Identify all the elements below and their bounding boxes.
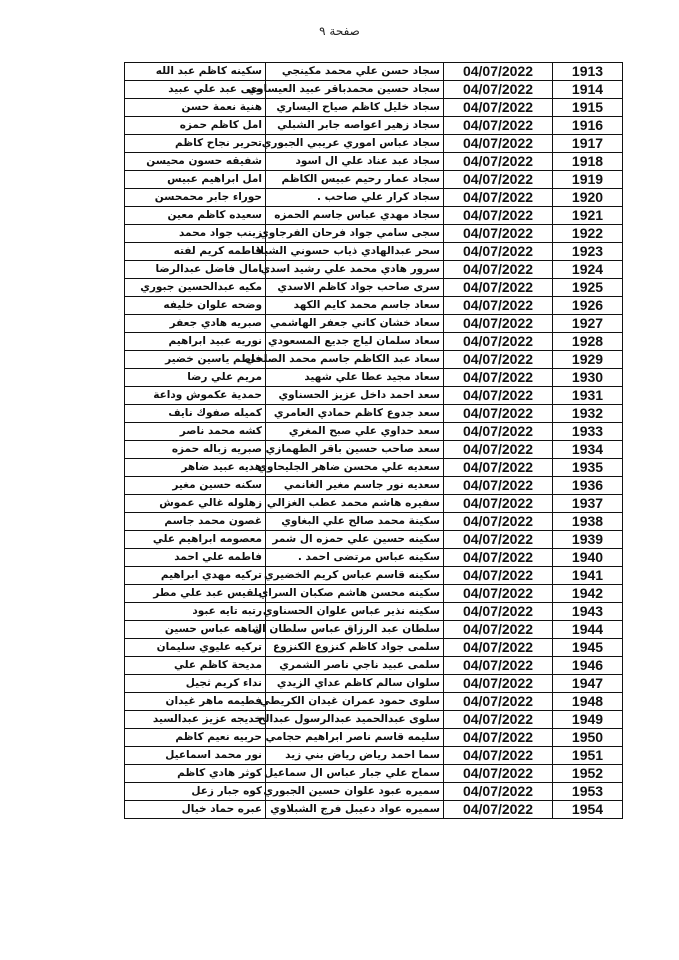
- full-name-cell: سميره عواد دعيبل فرج الشبلاوي: [266, 801, 444, 819]
- date-cell: 04/07/2022: [444, 639, 553, 657]
- full-name-cell: سعاد سلمان لياج جديع المسعودي: [266, 333, 444, 351]
- table-row: [125, 243, 623, 261]
- table-row: [125, 675, 623, 693]
- mother-name-cell: هديه عبيد ضاهر: [125, 459, 266, 477]
- date-cell: 04/07/2022: [444, 765, 553, 783]
- table-row: [125, 441, 623, 459]
- date-cell: 04/07/2022: [444, 747, 553, 765]
- mother-name-cell: خديجه عزيز عبدالسيد: [125, 711, 266, 729]
- table-row: [125, 657, 623, 675]
- serial-number-cell: 1915: [553, 99, 623, 117]
- table-row: [125, 63, 623, 81]
- date-cell: 04/07/2022: [444, 315, 553, 333]
- serial-number-cell: 1924: [553, 261, 623, 279]
- mother-name-cell: صبريه زباله حمزه: [125, 441, 266, 459]
- date-cell: 04/07/2022: [444, 261, 553, 279]
- table-row: [125, 225, 623, 243]
- date-cell: 04/07/2022: [444, 441, 553, 459]
- mother-name-cell: تركيه مهدي ابراهيم: [125, 567, 266, 585]
- date-cell: 04/07/2022: [444, 585, 553, 603]
- table-row: [125, 297, 623, 315]
- date-cell: 04/07/2022: [444, 117, 553, 135]
- mother-name-cell: عبره حماد خيال: [125, 801, 266, 819]
- full-name-cell: سرى صاحب جواد كاظم الاسدي: [266, 279, 444, 297]
- table-row: [125, 279, 623, 297]
- table-row: [125, 99, 623, 117]
- table-row: [125, 261, 623, 279]
- date-cell: 04/07/2022: [444, 567, 553, 585]
- date-cell: 04/07/2022: [444, 801, 553, 819]
- table-row: [125, 765, 623, 783]
- mother-name-cell: امال فاضل عبدالرضا: [125, 261, 266, 279]
- full-name-cell: سجاد مهدي عباس جاسم الحمزه: [266, 207, 444, 225]
- date-cell: 04/07/2022: [444, 459, 553, 477]
- table-row: [125, 135, 623, 153]
- mother-name-cell: شفيقه حسون محيسن: [125, 153, 266, 171]
- table-row: [125, 621, 623, 639]
- mother-name-cell: مكيه عبدالحسين جبوري: [125, 279, 266, 297]
- serial-number-cell: 1951: [553, 747, 623, 765]
- full-name-cell: سجاد حسين محمدباقر عبيد العيساوي: [266, 81, 444, 99]
- full-name-cell: سعد حداوي علي صبح المغري: [266, 423, 444, 441]
- serial-number-cell: 1941: [553, 567, 623, 585]
- date-cell: 04/07/2022: [444, 693, 553, 711]
- date-cell: 04/07/2022: [444, 657, 553, 675]
- mother-name-cell: هنية نعمة حسن: [125, 99, 266, 117]
- serial-number-cell: 1913: [553, 63, 623, 81]
- mother-name-cell: فطيمه ماهر غيدان: [125, 693, 266, 711]
- table-row: [125, 801, 623, 819]
- serial-number-cell: 1921: [553, 207, 623, 225]
- table-row: [125, 171, 623, 189]
- full-name-cell: سجاد عباس اموري عريبي الجبوري: [266, 135, 444, 153]
- serial-number-cell: 1918: [553, 153, 623, 171]
- full-name-cell: سجاد عمار رحيم عبيس الكاظم: [266, 171, 444, 189]
- table-row: [125, 513, 623, 531]
- mother-name-cell: مريم علي رضا: [125, 369, 266, 387]
- full-name-cell: سكينه حسين علي حمزه ال شمر: [266, 531, 444, 549]
- table-row: [125, 405, 623, 423]
- serial-number-cell: 1936: [553, 477, 623, 495]
- full-name-cell: سحر عبدالهادي ذياب حسوني الشبلا: [266, 243, 444, 261]
- full-name-cell: سكينه عباس مرتضى احمد .: [266, 549, 444, 567]
- full-name-cell: سجاد عبد عناد علي ال اسود: [266, 153, 444, 171]
- full-name-cell: سرور هادي محمد علي رشيد اسدي: [266, 261, 444, 279]
- serial-number-cell: 1914: [553, 81, 623, 99]
- serial-number-cell: 1926: [553, 297, 623, 315]
- serial-number-cell: 1930: [553, 369, 623, 387]
- table-row: [125, 81, 623, 99]
- mother-name-cell: كميله صفوك نايف: [125, 405, 266, 423]
- date-cell: 04/07/2022: [444, 711, 553, 729]
- serial-number-cell: 1938: [553, 513, 623, 531]
- serial-number-cell: 1942: [553, 585, 623, 603]
- date-cell: 04/07/2022: [444, 171, 553, 189]
- date-cell: 04/07/2022: [444, 783, 553, 801]
- serial-number-cell: 1943: [553, 603, 623, 621]
- date-cell: 04/07/2022: [444, 369, 553, 387]
- date-cell: 04/07/2022: [444, 99, 553, 117]
- full-name-cell: سما احمد رياض رياض بني زيد: [266, 747, 444, 765]
- date-cell: 04/07/2022: [444, 189, 553, 207]
- mother-name-cell: فاطمه علي احمد: [125, 549, 266, 567]
- full-name-cell: سميره عبود علوان حسين الجبوري: [266, 783, 444, 801]
- table-row: [125, 315, 623, 333]
- full-name-cell: سجاد زهير اعواصه جابر الشبلي: [266, 117, 444, 135]
- table-row: [125, 693, 623, 711]
- serial-number-cell: 1928: [553, 333, 623, 351]
- date-cell: 04/07/2022: [444, 513, 553, 531]
- serial-number-cell: 1947: [553, 675, 623, 693]
- mother-name-cell: نداء كريم ثجيل: [125, 675, 266, 693]
- serial-number-cell: 1917: [553, 135, 623, 153]
- date-cell: 04/07/2022: [444, 297, 553, 315]
- serial-number-cell: 1931: [553, 387, 623, 405]
- table-row: [125, 729, 623, 747]
- full-name-cell: سلوان سالم كاظم عداي الزيدي: [266, 675, 444, 693]
- serial-number-cell: 1925: [553, 279, 623, 297]
- date-cell: 04/07/2022: [444, 549, 553, 567]
- date-cell: 04/07/2022: [444, 63, 553, 81]
- full-name-cell: سعد جدوع كاظم حمادي العامري: [266, 405, 444, 423]
- date-cell: 04/07/2022: [444, 243, 553, 261]
- serial-number-cell: 1922: [553, 225, 623, 243]
- date-cell: 04/07/2022: [444, 81, 553, 99]
- full-name-cell: سعد صاحب حسين باقر الطهمازي: [266, 441, 444, 459]
- full-name-cell: سعاد جاسم محمد كايم الكهد: [266, 297, 444, 315]
- mother-name-cell: زهلوله غالي عموش: [125, 495, 266, 513]
- records-table: [124, 62, 623, 819]
- serial-number-cell: 1946: [553, 657, 623, 675]
- date-cell: 04/07/2022: [444, 333, 553, 351]
- records-table-container: [124, 62, 622, 819]
- serial-number-cell: 1939: [553, 531, 623, 549]
- mother-name-cell: وضحه علوان خليفه: [125, 297, 266, 315]
- full-name-cell: سعديه علي محسن ضاهر الجليحاوي: [266, 459, 444, 477]
- table-row: [125, 423, 623, 441]
- table-row: [125, 639, 623, 657]
- serial-number-cell: 1934: [553, 441, 623, 459]
- full-name-cell: سعاد مجيد عطا علي شهيد: [266, 369, 444, 387]
- table-row: [125, 369, 623, 387]
- mother-name-cell: حوراء جابر محمحسن: [125, 189, 266, 207]
- date-cell: 04/07/2022: [444, 279, 553, 297]
- mother-name-cell: منى عبد علي عبيد: [125, 81, 266, 99]
- serial-number-cell: 1954: [553, 801, 623, 819]
- serial-number-cell: 1944: [553, 621, 623, 639]
- mother-name-cell: نوريه عبيد ابراهيم: [125, 333, 266, 351]
- full-name-cell: سكينه محسن هاشم صكبان السراي: [266, 585, 444, 603]
- mother-name-cell: مديحة كاظم علي: [125, 657, 266, 675]
- full-name-cell: سكينة محمد صالح علي البغاوي: [266, 513, 444, 531]
- serial-number-cell: 1940: [553, 549, 623, 567]
- table-row: [125, 585, 623, 603]
- date-cell: 04/07/2022: [444, 351, 553, 369]
- mother-name-cell: فاطمه كريم لفته: [125, 243, 266, 261]
- table-row: [125, 531, 623, 549]
- table-row: [125, 459, 623, 477]
- page-number: صفحة ٩: [319, 24, 360, 38]
- date-cell: 04/07/2022: [444, 135, 553, 153]
- mother-name-cell: امل ابراهيم عبيس: [125, 171, 266, 189]
- full-name-cell: سكينه قاسم عباس كريم الخضيري: [266, 567, 444, 585]
- full-name-cell: سكينه نذير عباس علوان الحسناوي: [266, 603, 444, 621]
- date-cell: 04/07/2022: [444, 531, 553, 549]
- full-name-cell: سلطان عبد الرزاق عباس سلطان ال: [266, 621, 444, 639]
- date-cell: 04/07/2022: [444, 207, 553, 225]
- mother-name-cell: تركيه عليوي سليمان: [125, 639, 266, 657]
- serial-number-cell: 1937: [553, 495, 623, 513]
- mother-name-cell: زينب جواد محمد: [125, 225, 266, 243]
- date-cell: 04/07/2022: [444, 675, 553, 693]
- full-name-cell: سلوى عبدالحميد عبدالرسول عبدالح: [266, 711, 444, 729]
- date-cell: 04/07/2022: [444, 477, 553, 495]
- serial-number-cell: 1929: [553, 351, 623, 369]
- full-name-cell: سعاد خشان كاني جعفر الهاشمي: [266, 315, 444, 333]
- mother-name-cell: معصومه ابراهيم علي: [125, 531, 266, 549]
- mother-name-cell: حمدية عكموش وداعة: [125, 387, 266, 405]
- date-cell: 04/07/2022: [444, 423, 553, 441]
- table-row: [125, 603, 623, 621]
- serial-number-cell: 1919: [553, 171, 623, 189]
- date-cell: 04/07/2022: [444, 153, 553, 171]
- full-name-cell: سلمى جواد كاظم كنزوع الكنزوع: [266, 639, 444, 657]
- serial-number-cell: 1945: [553, 639, 623, 657]
- serial-number-cell: 1952: [553, 765, 623, 783]
- mother-name-cell: شاهه عباس حسين: [125, 621, 266, 639]
- table-row: [125, 747, 623, 765]
- full-name-cell: سجاد كرار علي صاحب .: [266, 189, 444, 207]
- table-row: [125, 333, 623, 351]
- mother-name-cell: امل كاظم حمزه: [125, 117, 266, 135]
- full-name-cell: سلمى عبيد ناجي ناصر الشمري: [266, 657, 444, 675]
- serial-number-cell: 1916: [553, 117, 623, 135]
- table-row: [125, 711, 623, 729]
- full-name-cell: سليمه قاسم ناصر ابراهيم حجامي: [266, 729, 444, 747]
- full-name-cell: سعد احمد داخل عزيز الحسناوي: [266, 387, 444, 405]
- serial-number-cell: 1935: [553, 459, 623, 477]
- table-row: [125, 153, 623, 171]
- table-row: [125, 477, 623, 495]
- table-row: [125, 207, 623, 225]
- date-cell: 04/07/2022: [444, 387, 553, 405]
- mother-name-cell: بلقيس عبد علي مطر: [125, 585, 266, 603]
- full-name-cell: سلوى حمود عمران غيدان الكريطي: [266, 693, 444, 711]
- mother-name-cell: تحرير نجاح كاظم: [125, 135, 266, 153]
- serial-number-cell: 1932: [553, 405, 623, 423]
- serial-number-cell: 1933: [553, 423, 623, 441]
- date-cell: 04/07/2022: [444, 405, 553, 423]
- serial-number-cell: 1920: [553, 189, 623, 207]
- mother-name-cell: سعيده كاظم معين: [125, 207, 266, 225]
- serial-number-cell: 1948: [553, 693, 623, 711]
- table-row: [125, 549, 623, 567]
- full-name-cell: سجاد حسن علي محمد مكينجي: [266, 63, 444, 81]
- full-name-cell: سفيره هاشم محمد عطب الغزالي: [266, 495, 444, 513]
- table-row: [125, 567, 623, 585]
- serial-number-cell: 1950: [553, 729, 623, 747]
- mother-name-cell: غصون محمد جاسم: [125, 513, 266, 531]
- date-cell: 04/07/2022: [444, 621, 553, 639]
- table-row: [125, 351, 623, 369]
- full-name-cell: سماح علي جبار عباس ال سماعيل: [266, 765, 444, 783]
- serial-number-cell: 1927: [553, 315, 623, 333]
- mother-name-cell: كوثر هادي كاظم: [125, 765, 266, 783]
- table-row: [125, 189, 623, 207]
- table-row: [125, 117, 623, 135]
- serial-number-cell: 1953: [553, 783, 623, 801]
- records-table-body: [125, 63, 623, 819]
- full-name-cell: سجى سامي جواد فرحان الفرجاوي: [266, 225, 444, 243]
- serial-number-cell: 1949: [553, 711, 623, 729]
- full-name-cell: سعديه نور جاسم مغير الغانمي: [266, 477, 444, 495]
- date-cell: 04/07/2022: [444, 603, 553, 621]
- mother-name-cell: حربيه نعيم كاظم: [125, 729, 266, 747]
- mother-name-cell: سكينه كاظم عبد الله: [125, 63, 266, 81]
- full-name-cell: سعاد عبد الكاظم جاسم محمد الصلحي: [266, 351, 444, 369]
- date-cell: 04/07/2022: [444, 225, 553, 243]
- mother-name-cell: فاطم ياسين خضير: [125, 351, 266, 369]
- date-cell: 04/07/2022: [444, 729, 553, 747]
- full-name-cell: سجاد خليل كاظم صياح اليساري: [266, 99, 444, 117]
- mother-name-cell: سكنه حسين مغير: [125, 477, 266, 495]
- date-cell: 04/07/2022: [444, 495, 553, 513]
- table-row: [125, 387, 623, 405]
- serial-number-cell: 1923: [553, 243, 623, 261]
- mother-name-cell: كشه محمد ناصر: [125, 423, 266, 441]
- mother-name-cell: نور محمد اسماعيل: [125, 747, 266, 765]
- mother-name-cell: كوه جبار زعل: [125, 783, 266, 801]
- table-row: [125, 495, 623, 513]
- mother-name-cell: صبريه هادي جعفر: [125, 315, 266, 333]
- table-row: [125, 783, 623, 801]
- mother-name-cell: رتبه تايه عبود: [125, 603, 266, 621]
